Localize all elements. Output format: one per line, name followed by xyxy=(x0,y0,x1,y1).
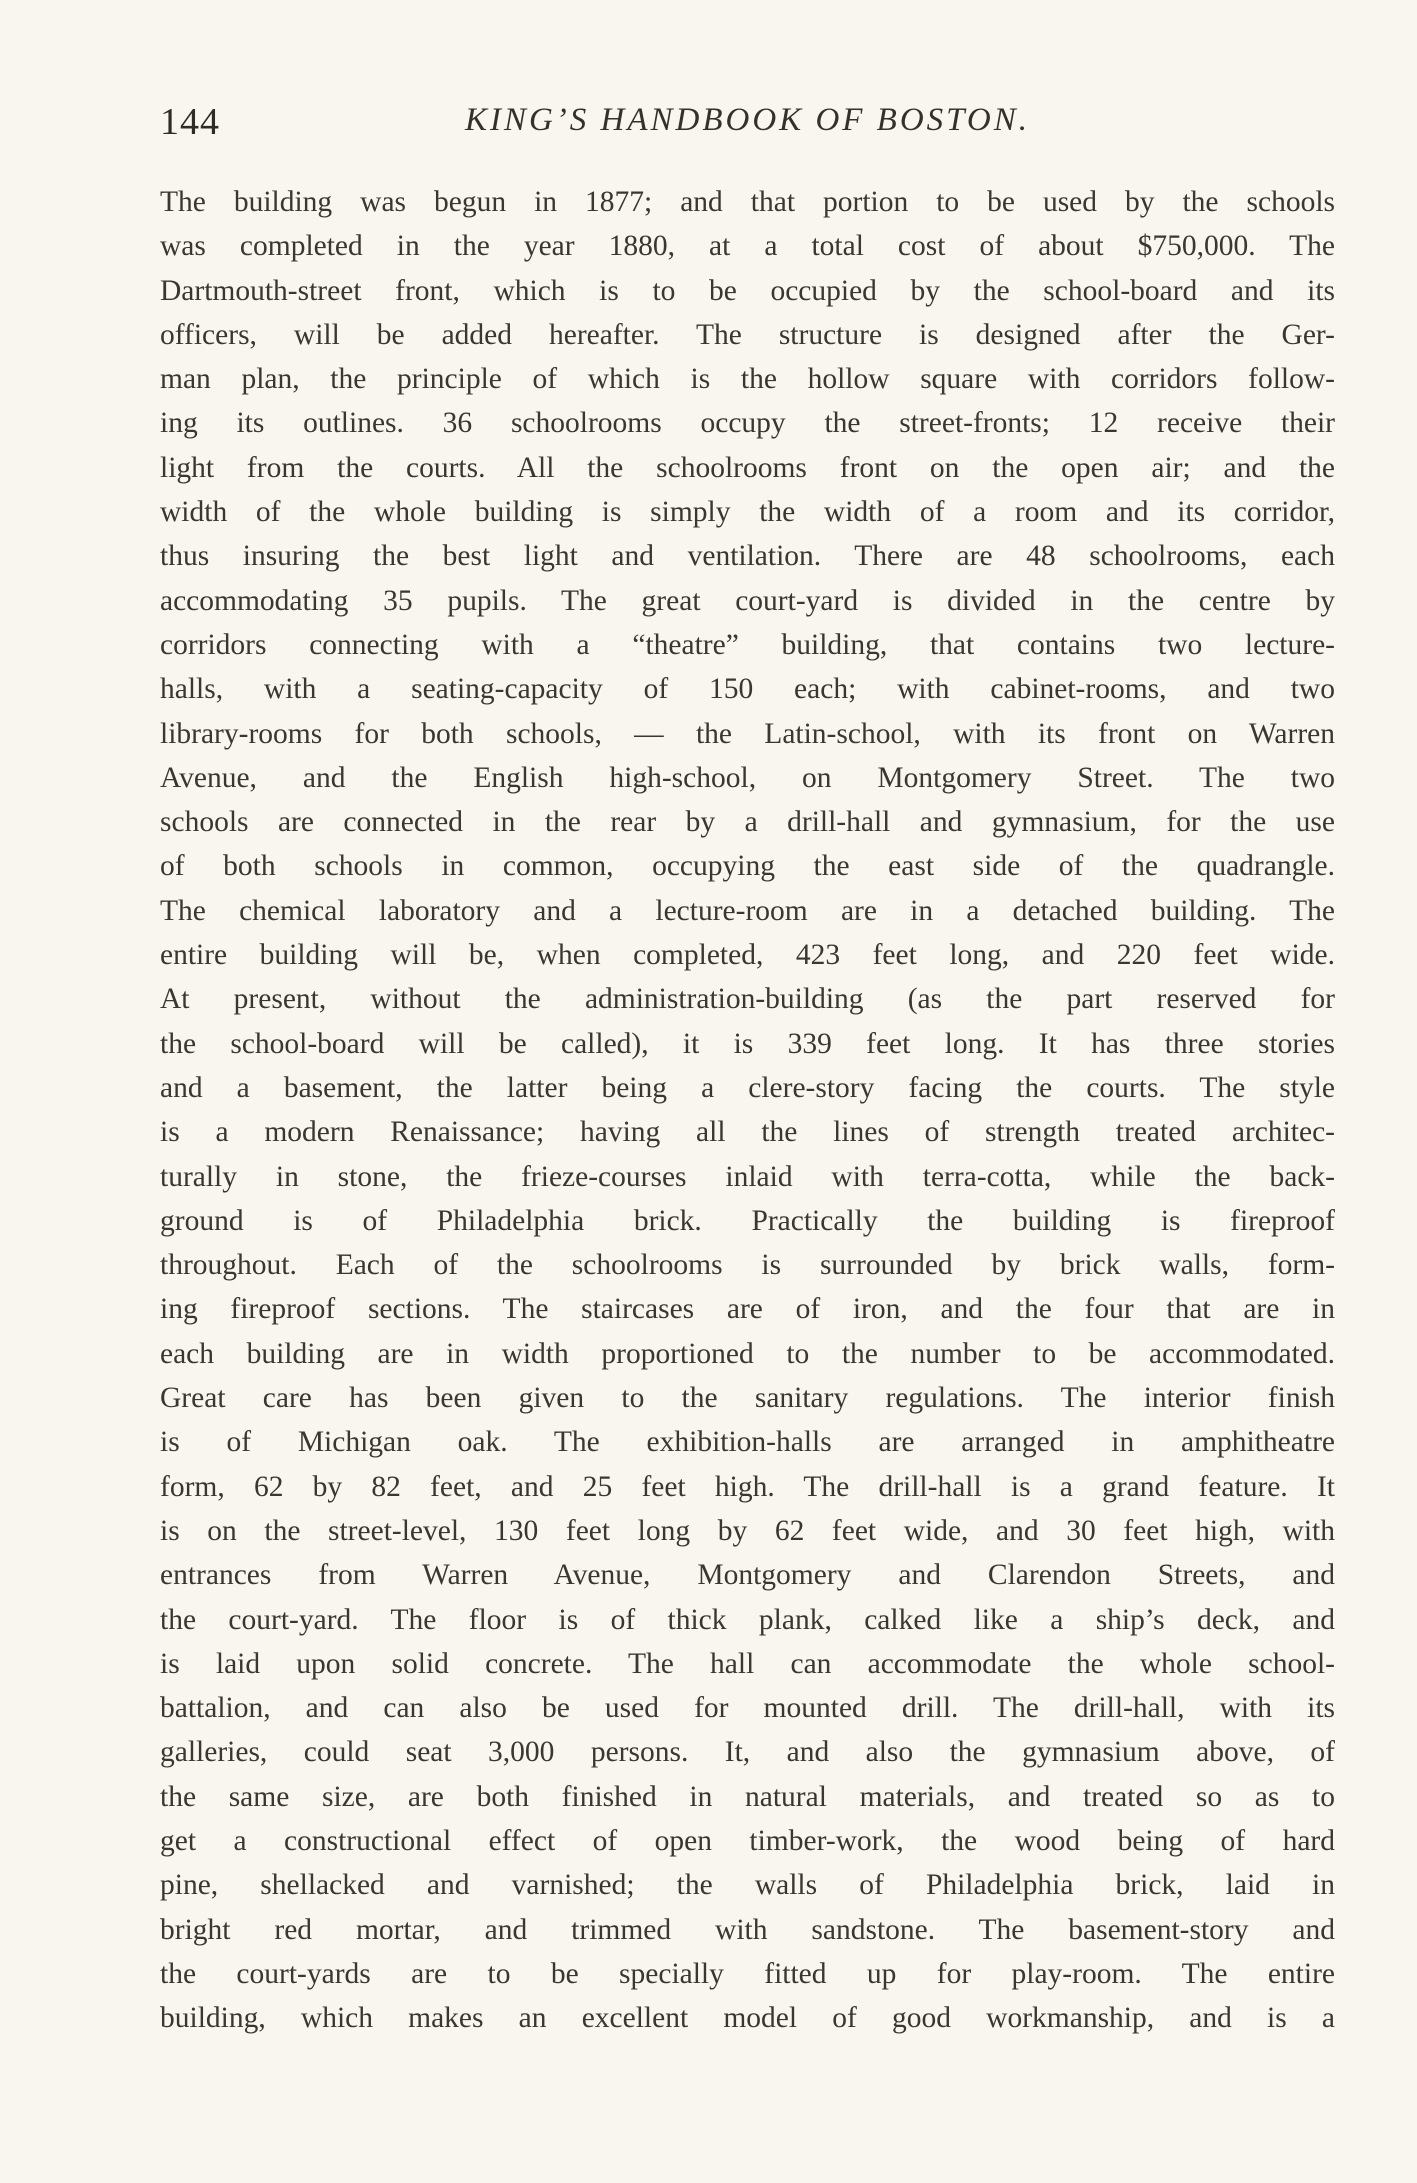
text-line: halls, with a seating-capacity of 150 each; with cabinet-rooms, and two xyxy=(160,673,1335,706)
running-title: KING’S HANDBOOK OF BOSTON. xyxy=(464,102,1031,138)
text-line: each building are in width proportioned to the number to be accommodated. xyxy=(160,1337,1335,1370)
text-line: galleries, could seat 3,000 persons. It, and also the gymnasium above, of xyxy=(160,1736,1335,1769)
text-line: width of the whole building is simply the width of a room and its corridor, xyxy=(160,496,1335,529)
text-line: ing fireproof sections. The staircases are of iron, and the four that are in xyxy=(160,1293,1335,1326)
text-line: accommodating 35 pupils. The great court-yard is divided in the centre by xyxy=(160,584,1335,617)
text-line: library-rooms for both schools, — the Latin-school, with its front on Warren xyxy=(160,717,1335,750)
text-line: The chemical laboratory and a lecture-room are in a detached building. The xyxy=(160,894,1335,927)
text-line: entire building will be, when completed, 423 feet long, and 220 feet wide. xyxy=(160,939,1335,972)
running-head xyxy=(160,100,1335,160)
text-line: At present, without the administration-building (as the part reserved for xyxy=(160,983,1335,1016)
text-line: entrances from Warren Avenue, Montgomery and Clarendon Streets, and xyxy=(160,1559,1335,1592)
text-line: the court-yards are to be specially fitted up for play-room. The entire xyxy=(160,1957,1335,1990)
text-line: ground is of Philadelphia brick. Practically the building is fireproof xyxy=(160,1204,1335,1237)
text-line: and a basement, the latter being a clere-story facing the courts. The style xyxy=(160,1071,1335,1104)
text-line: The building was begun in 1877; and that portion to be used by the schools xyxy=(160,186,1335,218)
text-line: man plan, the principle of which is the hollow square with corridors follow- xyxy=(160,363,1335,396)
text-line: battalion, and can also be used for mounted drill. The drill-hall, with its xyxy=(160,1692,1335,1725)
text-line: ing its outlines. 36 schoolrooms occupy the street-fronts; 12 receive their xyxy=(160,407,1335,440)
text-line: the same size, are both finished in natural materials, and treated so as to xyxy=(160,1780,1335,1813)
text-line: was completed in the year 1880, at a total cost of about $750,000. The xyxy=(160,230,1335,263)
text-line: Great care has been given to the sanitary regulations. The interior finish xyxy=(160,1382,1335,1415)
text-line: Avenue, and the English high-school, on Montgomery Street. The two xyxy=(160,761,1335,794)
text-line: of both schools in common, occupying the east side of the quadrangle. xyxy=(160,850,1335,883)
text-line: schools are connected in the rear by a drill-hall and gymnasium, for the use xyxy=(160,806,1335,839)
text-line: officers, will be added hereafter. The structure is designed after the Ger- xyxy=(160,318,1335,351)
text-line: thus insuring the best light and ventilation. There are 48 schoolrooms, each xyxy=(160,540,1335,573)
text-line: is a modern Renaissance; having all the lines of strength treated architec- xyxy=(160,1116,1335,1149)
text-line: throughout. Each of the schoolrooms is surrounded by brick walls, form- xyxy=(160,1249,1335,1282)
text-line: corridors connecting with a “theatre” building, that contains two lecture- xyxy=(160,628,1335,661)
text-line: building, which makes an excellent model of good workmanship, and is a xyxy=(160,2002,1335,2035)
page-number: 144 xyxy=(160,101,220,143)
text-line: the school-board will be called), it is 339 feet long. It has three stories xyxy=(160,1027,1335,1060)
text-line: Dartmouth-street front, which is to be occupied by the school-board and its xyxy=(160,274,1335,307)
text-line: turally in stone, the frieze-courses inlaid with terra-cotta, while the back- xyxy=(160,1160,1335,1193)
text-line: is on the street-level, 130 feet long by 62 feet wide, and 30 feet high, with xyxy=(160,1514,1335,1547)
text-line: light from the courts. All the schoolrooms front on the open air; and the xyxy=(160,451,1335,484)
text-line: is laid upon solid concrete. The hall can accommodate the whole school- xyxy=(160,1647,1335,1680)
text-line: form, 62 by 82 feet, and 25 feet high. The drill-hall is a grand feature. It xyxy=(160,1470,1335,1503)
body-text xyxy=(160,180,1335,2040)
text-line: pine, shellacked and varnished; the walls of Philadelphia brick, laid in xyxy=(160,1869,1335,1902)
text-line: bright red mortar, and trimmed with sandstone. The basement-story and xyxy=(160,1913,1335,1946)
text-line: is of Michigan oak. The exhibition-halls are arranged in amphitheatre xyxy=(160,1426,1335,1459)
text-line: the court-yard. The floor is of thick plank, calked like a ship’s deck, and xyxy=(160,1603,1335,1636)
text-line: get a constructional effect of open timber-work, the wood being of hard xyxy=(160,1824,1335,1857)
